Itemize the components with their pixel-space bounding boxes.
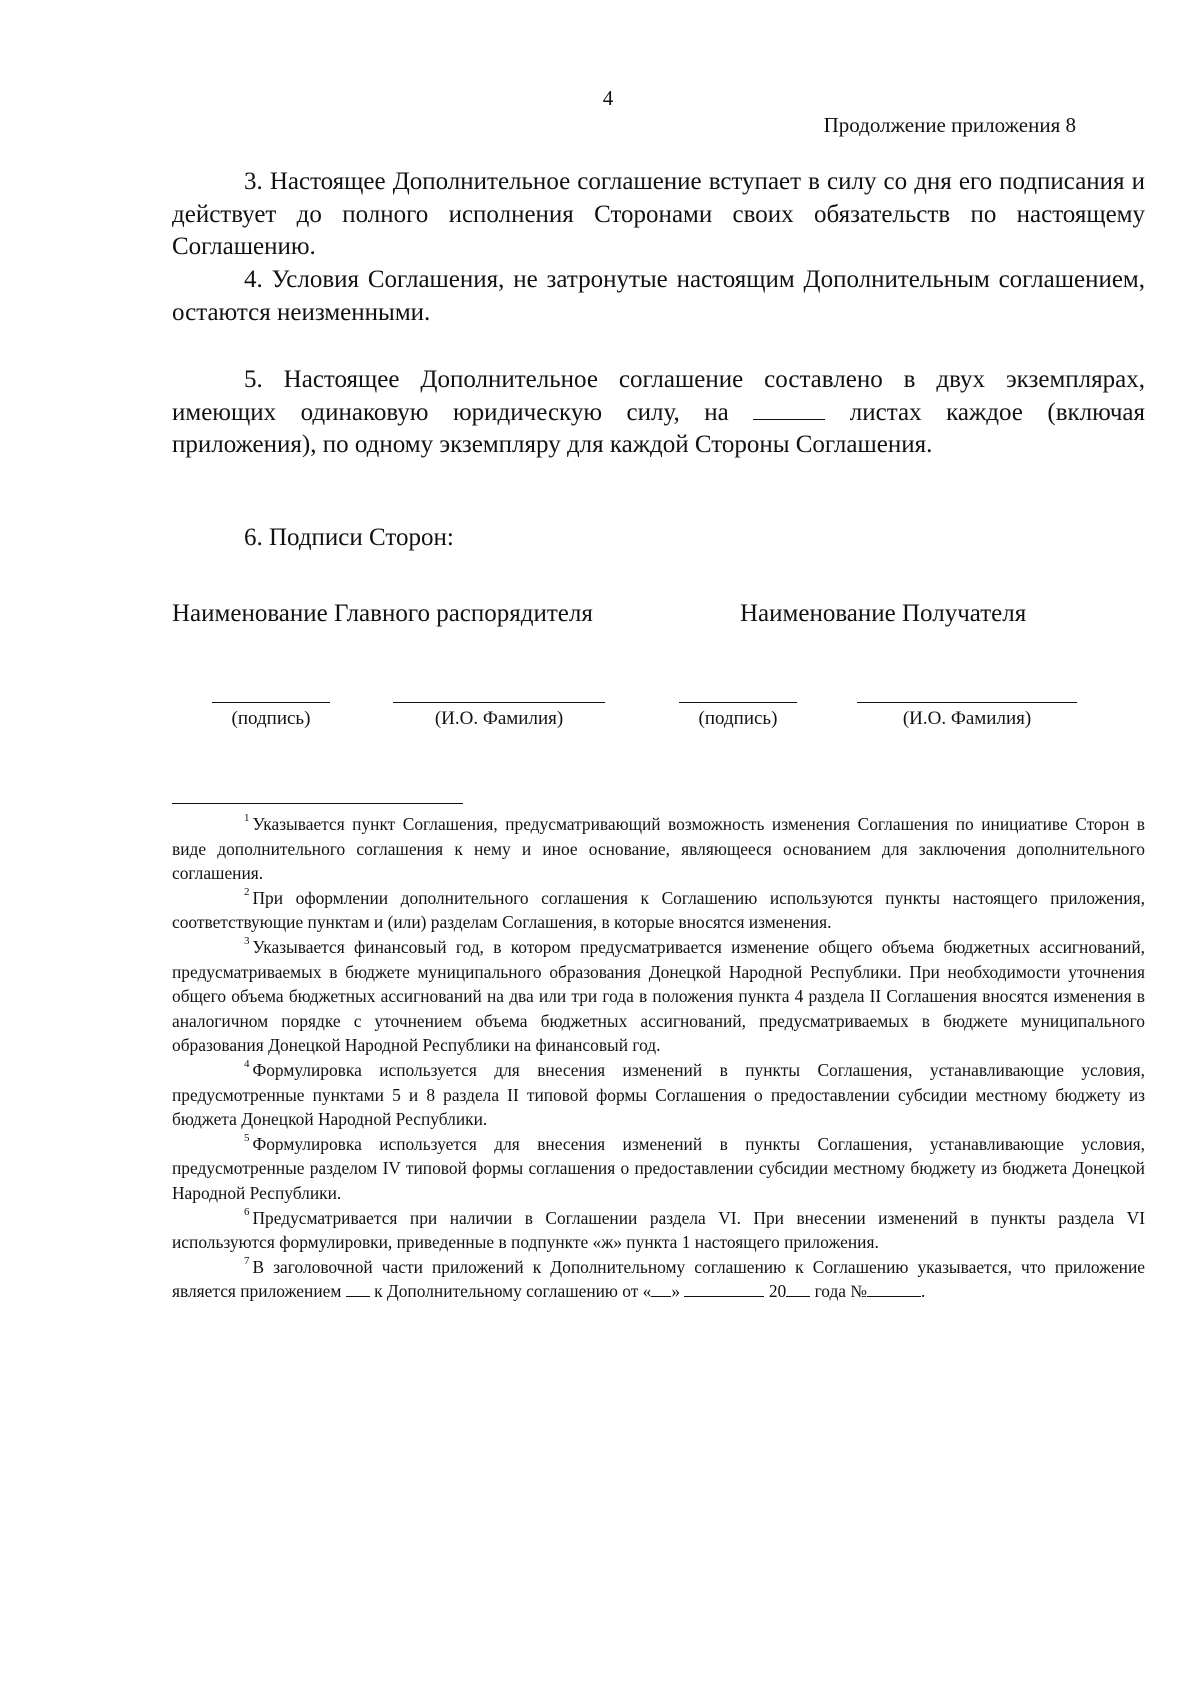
signature-caption-right: (подпись) bbox=[698, 708, 778, 729]
footnote-number: 3 bbox=[244, 935, 250, 948]
footnote-number: 7 bbox=[244, 1254, 250, 1267]
footnote-number: 1 bbox=[244, 812, 250, 825]
footnote-number: 4 bbox=[244, 1058, 250, 1071]
name-caption-right: (И.О. Фамилия) bbox=[902, 708, 1032, 729]
footnote-text: Формулировка используется для внесения изменений в пункты Соглашения, устанавливающие условия, предусмотренные разделом IV типовой формы соглашения о предоставлении субсидии местному бюджету из бюджета Донецкой Народной Республики. bbox=[172, 1133, 1145, 1203]
footnote bbox=[172, 1255, 1145, 1304]
footnote bbox=[172, 1132, 1145, 1206]
sheets-count-blank bbox=[753, 418, 825, 420]
footnote-text: В заголовочной части приложений к Дополнительному соглашению к Соглашению указывается, что приложение является приложением bbox=[172, 1256, 1145, 1302]
paragraph-3: 3. Настоящее Дополнительное соглашение вступает в силу со дня его подписания и действует до полного исполнения Сторонами своих обязательств по настоящему Соглашению. bbox=[172, 168, 1145, 260]
footnote-text: » bbox=[671, 1281, 681, 1302]
page-number: 4 bbox=[602, 86, 614, 110]
paragraph-5 bbox=[172, 364, 1145, 462]
footnote-number: 2 bbox=[244, 885, 250, 898]
month-blank bbox=[684, 1295, 764, 1297]
footnotes bbox=[172, 812, 1145, 1304]
footnote bbox=[172, 812, 1145, 886]
chief-manager-name-label: Наименование Главного распорядителя bbox=[172, 600, 593, 627]
paragraph-4: 4. Условия Соглашения, не затронутые настоящим Дополнительным соглашением, остаются неизменными. bbox=[172, 266, 1145, 326]
year-blank bbox=[786, 1295, 810, 1297]
signature-line-right bbox=[679, 702, 797, 703]
footnote bbox=[172, 886, 1145, 935]
footnote bbox=[172, 1206, 1145, 1255]
footnote-text: При оформлении дополнительного соглашения к Соглашению используются пункты настоящего приложения, соответствующие пунктам и (или) разделам Соглашения, в которые вносятся изменения. bbox=[172, 887, 1145, 933]
appendix-number-blank bbox=[346, 1295, 370, 1297]
footnote bbox=[172, 935, 1145, 1058]
signature-caption-left: (подпись) bbox=[231, 708, 311, 729]
footnote-separator bbox=[172, 803, 463, 804]
number-blank bbox=[867, 1295, 921, 1297]
name-caption-left: (И.О. Фамилия) bbox=[434, 708, 564, 729]
name-line-left bbox=[393, 702, 605, 703]
footnote-text: 20 bbox=[768, 1281, 787, 1302]
footnote-text: Указывается финансовый год, в котором предусматривается изменение общего объема бюджетных ассигнований, предусматриваемых в бюджете муниципального образования Донецкой Народной Республики. При необходимости уточнения общего объема бюджетных ассигнований на два или три года в положения пункта 4 раздела II Соглашения вносятся изменения в аналогичном порядке с уточнением объема бюджетных ассигнований, предусматриваемых в бюджете муниципального образования Донецкой Народной Республики на финансовый год. bbox=[172, 936, 1145, 1056]
continuation-label: Продолжение приложения 8 bbox=[823, 113, 1076, 137]
footnote-text: Предусматривается при наличии в Соглашении раздела VI. При внесении изменений в пункты раздела VI используются формулировки, приведенные в подпункте «ж» пункта 1 настоящего приложения. bbox=[172, 1207, 1145, 1253]
paragraph-5-end: листах каждое (включая приложения), по одному экземпляру для каждой Стороны Соглашения. bbox=[172, 398, 1146, 458]
day-blank bbox=[651, 1295, 671, 1297]
signature-line-left bbox=[212, 702, 330, 703]
footnote-text: к Дополнительному соглашению от « bbox=[374, 1281, 652, 1302]
footnote bbox=[172, 1058, 1145, 1132]
recipient-name-label: Наименование Получателя bbox=[740, 600, 1027, 627]
paragraph-6: 6. Подписи Сторон: bbox=[244, 524, 454, 551]
footnote-number: 5 bbox=[244, 1131, 250, 1144]
footnote-number: 6 bbox=[244, 1205, 250, 1218]
footnote-text: Формулировка используется для внесения изменений в пункты Соглашения, устанавливающие условия, предусмотренные пунктами 5 и 8 раздела II типовой формы Соглашения о предоставлении субсидии местному бюджету из бюджета Донецкой Народной Республики. bbox=[172, 1059, 1145, 1130]
footnote-text: года № bbox=[814, 1281, 867, 1302]
footnote-text: . bbox=[920, 1281, 926, 1302]
paragraph-5-start: 5. Настоящее Дополнительное соглашение составлено в двух экземплярах, имеющих одинаковую юридическую силу, на bbox=[172, 366, 1145, 426]
footnote-text: Указывается пункт Соглашения, предусматривающий возможность изменения Соглашения по инициативе Сторон в виде дополнительного соглашения к нему и иное основание, являющееся основанием для заключения дополнительного соглашения. bbox=[172, 814, 1145, 884]
name-line-right bbox=[857, 702, 1077, 703]
